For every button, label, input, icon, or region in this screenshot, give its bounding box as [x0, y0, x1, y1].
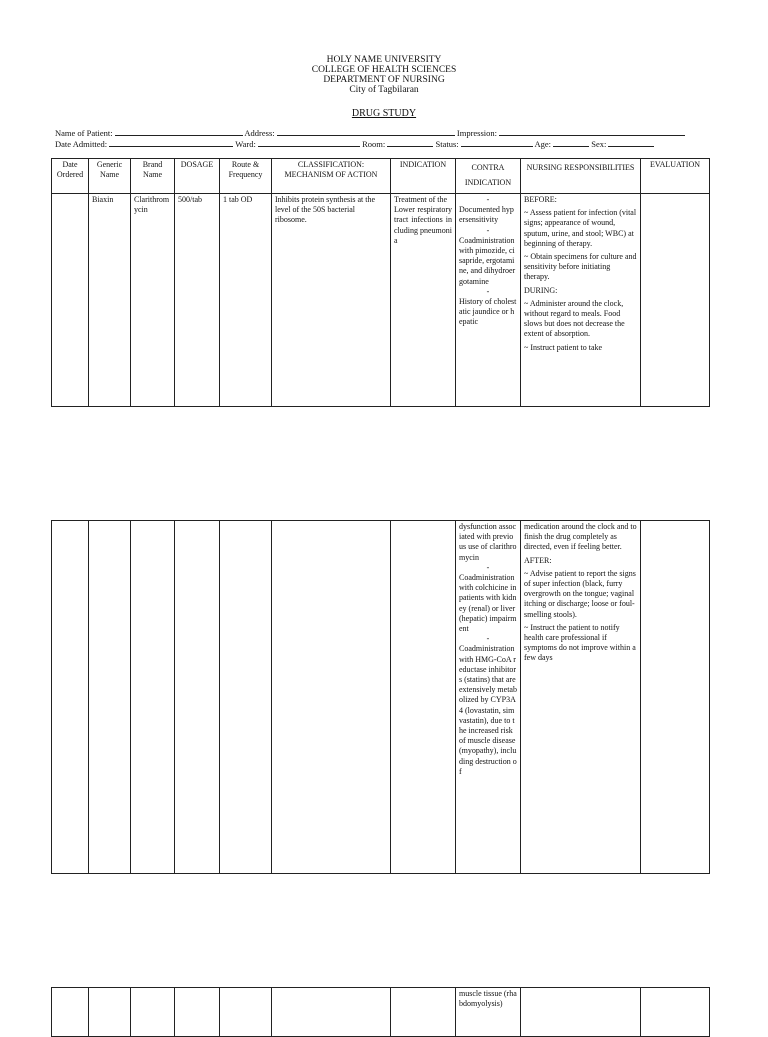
contra-item: - Documented hypersensitivity	[459, 195, 514, 225]
date-admitted-field[interactable]	[109, 138, 233, 147]
header-route: Route & Frequency	[220, 159, 272, 194]
age-field[interactable]	[553, 138, 589, 147]
sex-label: Sex:	[591, 139, 607, 149]
cell-empty	[89, 988, 131, 1037]
cell-empty	[521, 988, 641, 1037]
before-item-2: ~ Obtain specimens for culture and sensitivity before initiating therapy.	[524, 252, 637, 282]
department-name: DEPARTMENT OF NURSING	[323, 75, 445, 85]
cell-contra	[456, 521, 521, 874]
patient-info-line-2	[55, 138, 654, 149]
header-row	[52, 159, 710, 194]
sex-field[interactable]	[608, 138, 654, 147]
university-name: HOLY NAME UNIVERSITY	[326, 55, 442, 65]
header-nursing: NURSING RESPONSIBILITIES	[521, 159, 641, 194]
cell-indication	[391, 194, 456, 407]
status-field[interactable]	[461, 138, 533, 147]
after-label: AFTER:	[524, 555, 552, 565]
before-label: BEFORE:	[524, 195, 557, 204]
table-row	[52, 194, 710, 407]
name-field[interactable]	[115, 127, 243, 136]
table-row	[52, 988, 710, 1037]
date-admitted-label: Date Admitted:	[55, 139, 108, 149]
cell-empty	[272, 988, 391, 1037]
cell-route: 1 tab OD	[220, 194, 272, 407]
name-label: Name of Patient:	[55, 128, 113, 138]
header-dosage: DOSAGE	[175, 159, 220, 194]
header-generic: Generic Name	[89, 159, 131, 194]
cell-empty	[641, 521, 710, 874]
cell-empty	[52, 988, 89, 1037]
impression-field[interactable]	[499, 127, 685, 136]
before-item-1: ~ Assess patient for infection (vital signs; appearance of wound, sputum, urine, and stool; WBC) at beginning of therapy.	[524, 208, 637, 248]
cell-empty	[391, 988, 456, 1037]
cell-empty	[52, 521, 89, 874]
cell-empty	[220, 521, 272, 874]
cell-nursing	[521, 521, 641, 874]
cell-empty	[272, 521, 391, 874]
room-label: Room:	[362, 139, 386, 149]
drug-study-table-part-2	[51, 520, 710, 874]
document-title: DRUG STUDY	[351, 108, 417, 119]
cell-contra	[456, 194, 521, 407]
during-label: DURING:	[524, 285, 558, 295]
age-label: Age:	[534, 139, 551, 149]
during-item-2: ~ Instruct patient to take	[524, 342, 603, 352]
after-item-2: ~ Instruct the patient to notify health care professional if symptoms do not improve within a few days	[524, 622, 636, 663]
table-row	[52, 521, 710, 874]
cell-date	[52, 194, 89, 407]
drug-study-table-part-3	[51, 987, 710, 1037]
cell-contra: muscle tissue (rhabdomyolysis)	[456, 988, 521, 1037]
address-label: Address:	[244, 128, 275, 138]
cell-empty	[641, 988, 710, 1037]
contra-item: - History of cholestatic jaundice or hepatic	[459, 286, 517, 327]
indication-line-2: Lower respiratory tract infections including pneumonia	[394, 205, 452, 245]
cell-evaluation	[641, 194, 710, 407]
contra-item: - Coadministration with colchicine in patients with kidney (renal) or liver (hepatic) impairment	[459, 562, 517, 634]
header-evaluation: EVALUATION	[641, 159, 710, 194]
status-label: Status:	[435, 139, 459, 149]
during-item-1: ~ Administer around the clock, without regard to meals. Food slows but does not decrease the extent of absorption.	[524, 298, 625, 339]
contra-item: - Coadministration with HMG-CoA reductase inhibitors (statins) that are extensively metabolized by CYP3A4 (lovastatin, simvastatin), due to the increased risk of muscle disease (myopathy), including destruction of	[459, 634, 517, 776]
college-name: COLLEGE OF HEALTH SCIENCES	[311, 65, 457, 75]
cell-empty	[220, 988, 272, 1037]
contra-item: dysfunction associated with previous use of clarithromycin	[459, 522, 517, 562]
after-item-1: ~ Advise patient to report the signs of super infection (black, furry overgrowth on the tongue; vaginal itching or discharge; loose or foul-smelling stools).	[524, 568, 636, 619]
room-field[interactable]	[387, 138, 433, 147]
cell-empty	[131, 521, 175, 874]
impression-label: Impression:	[456, 128, 498, 138]
cell-mechanism: Inhibits protein synthesis at the level of the 50S bacterial ribosome.	[272, 194, 391, 407]
cell-empty	[175, 988, 220, 1037]
header-date: Date Ordered	[52, 159, 89, 194]
ward-label: Ward:	[235, 139, 256, 149]
cell-brand: Clarithromycin	[131, 194, 175, 407]
drug-study-table-part-1	[51, 158, 710, 407]
city-name: City of Tagbilaran	[349, 85, 419, 95]
header-classification: CLASSIFICATION: MECHANISM OF ACTION	[272, 159, 391, 194]
cell-dosage: 500/tab	[175, 194, 220, 407]
cell-empty	[175, 521, 220, 874]
header-contra: CONTRA INDICATION	[456, 159, 521, 194]
patient-info-line-1	[55, 127, 685, 138]
cell-generic: Biaxin	[89, 194, 131, 407]
cell-nursing	[521, 194, 641, 407]
address-field[interactable]	[277, 127, 455, 136]
cell-empty	[131, 988, 175, 1037]
indication-line-1: Treatment of the	[394, 195, 448, 204]
during-item-2-continued: medication around the clock and to finish the drug completely as directed, even if feeling better.	[524, 522, 637, 552]
cell-empty	[89, 521, 131, 874]
header-indication: INDICATION	[391, 159, 456, 194]
ward-field[interactable]	[258, 138, 360, 147]
header-brand: Brand Name	[131, 159, 175, 194]
contra-item: - Coadministration with pimozide, cisapride, ergotamine, and dihydroergotamine	[459, 225, 516, 286]
cell-empty	[391, 521, 456, 874]
